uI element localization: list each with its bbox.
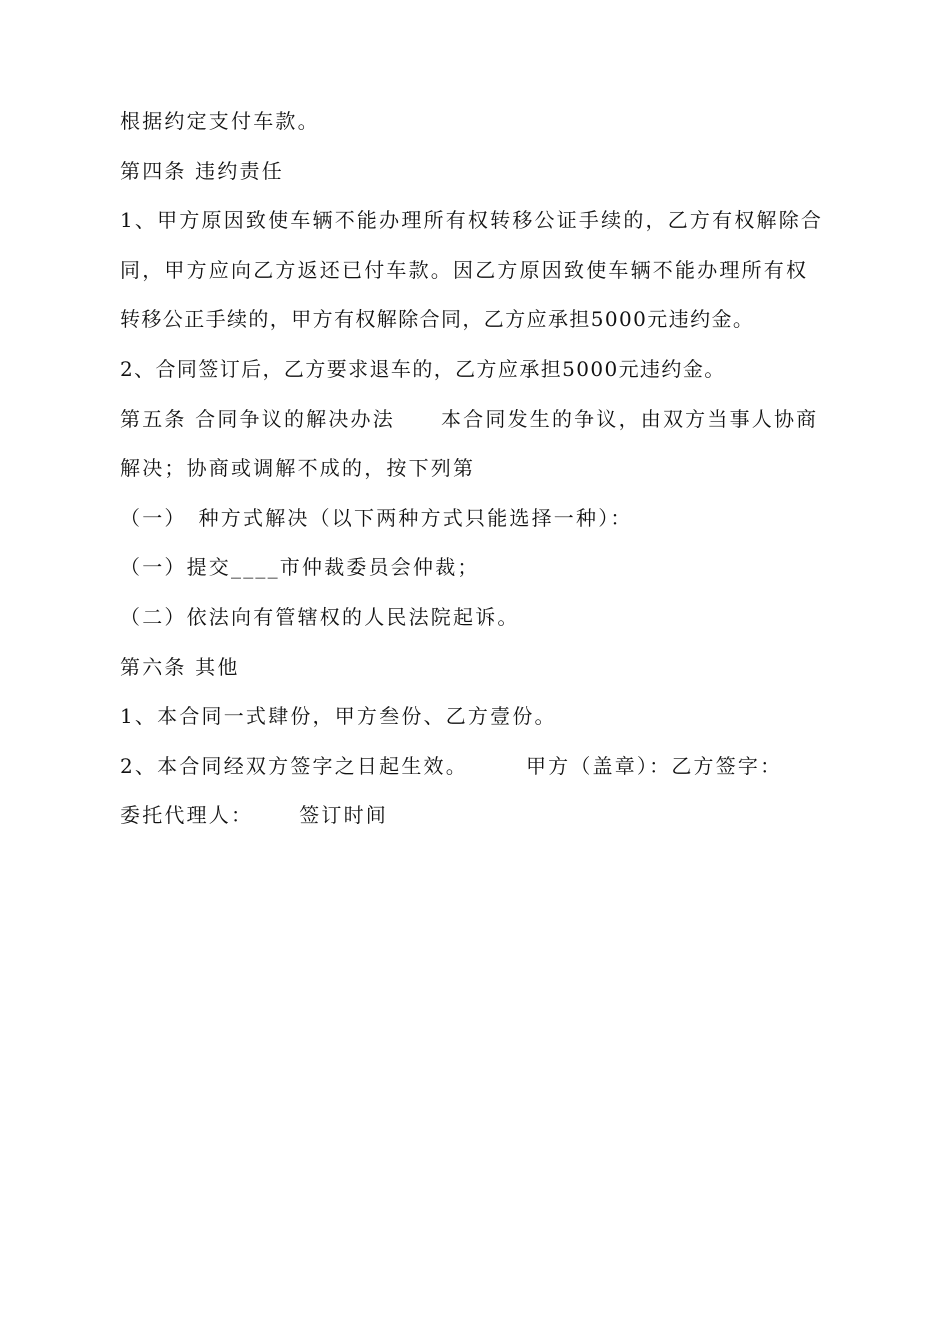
paragraph-line bbox=[120, 445, 832, 495]
paragraph-line bbox=[120, 544, 832, 594]
document-body bbox=[120, 98, 832, 842]
section-heading bbox=[120, 644, 832, 694]
paragraph-line bbox=[120, 346, 832, 396]
text-resolution-method: 种方式解决（以下两种方式只能选择一种）： bbox=[198, 505, 633, 530]
paragraph-line bbox=[120, 743, 832, 793]
text-breach-1a: 1、甲方原因致使车辆不能办理所有权转移公证手续的，乙方有权解除合 bbox=[120, 208, 824, 233]
paragraph-line bbox=[120, 693, 832, 743]
text-breach-1b: 同，甲方应向乙方返还已付车款。因乙方原因致使车辆不能办理所有权 bbox=[120, 257, 809, 282]
paragraph-line bbox=[120, 792, 832, 842]
text-dispute-cont: 解决；协商或调解不成的，按下列第 bbox=[120, 456, 476, 481]
heading-article-5: 第五条 合同争议的解决办法 bbox=[120, 406, 395, 431]
section-heading bbox=[120, 396, 832, 446]
text-dispute-intro: 本合同发生的争议，由双方当事人协商 bbox=[440, 406, 819, 431]
text-effective: 2、本合同经双方签字之日起生效。 bbox=[120, 753, 468, 778]
paragraph-line bbox=[120, 594, 832, 644]
heading-article-6: 第六条 其他 bbox=[120, 654, 240, 679]
signature-date: 签订时间 bbox=[299, 803, 389, 828]
heading-article-4: 第四条 违约责任 bbox=[120, 158, 284, 183]
signature-agent: 委托代理人： bbox=[120, 803, 254, 828]
section-heading bbox=[120, 148, 832, 198]
paragraph-line bbox=[120, 197, 832, 247]
text-breach-2: 2、合同签订后，乙方要求退车的，乙方应承担5000元违约金。 bbox=[120, 356, 726, 381]
text-payment-clause: 根据约定支付车款。 bbox=[120, 109, 320, 133]
text-option-arbitration: （一）提交____市仲裁委员会仲裁； bbox=[120, 555, 480, 580]
text-copies: 1、本合同一式肆份，甲方叁份、乙方壹份。 bbox=[120, 704, 557, 729]
paragraph-line bbox=[120, 98, 832, 148]
text-option-court: （二）依法向有管辖权的人民法院起诉。 bbox=[120, 604, 520, 629]
text-option-marker: （一） bbox=[120, 505, 187, 530]
paragraph-line bbox=[120, 495, 832, 545]
paragraph-line bbox=[120, 247, 832, 297]
paragraph-line bbox=[120, 296, 832, 346]
text-breach-1c: 转移公正手续的，甲方有权解除合同，乙方应承担5000元违约金。 bbox=[120, 307, 755, 332]
signature-parties: 甲方（盖章）：乙方签字： bbox=[525, 753, 783, 778]
